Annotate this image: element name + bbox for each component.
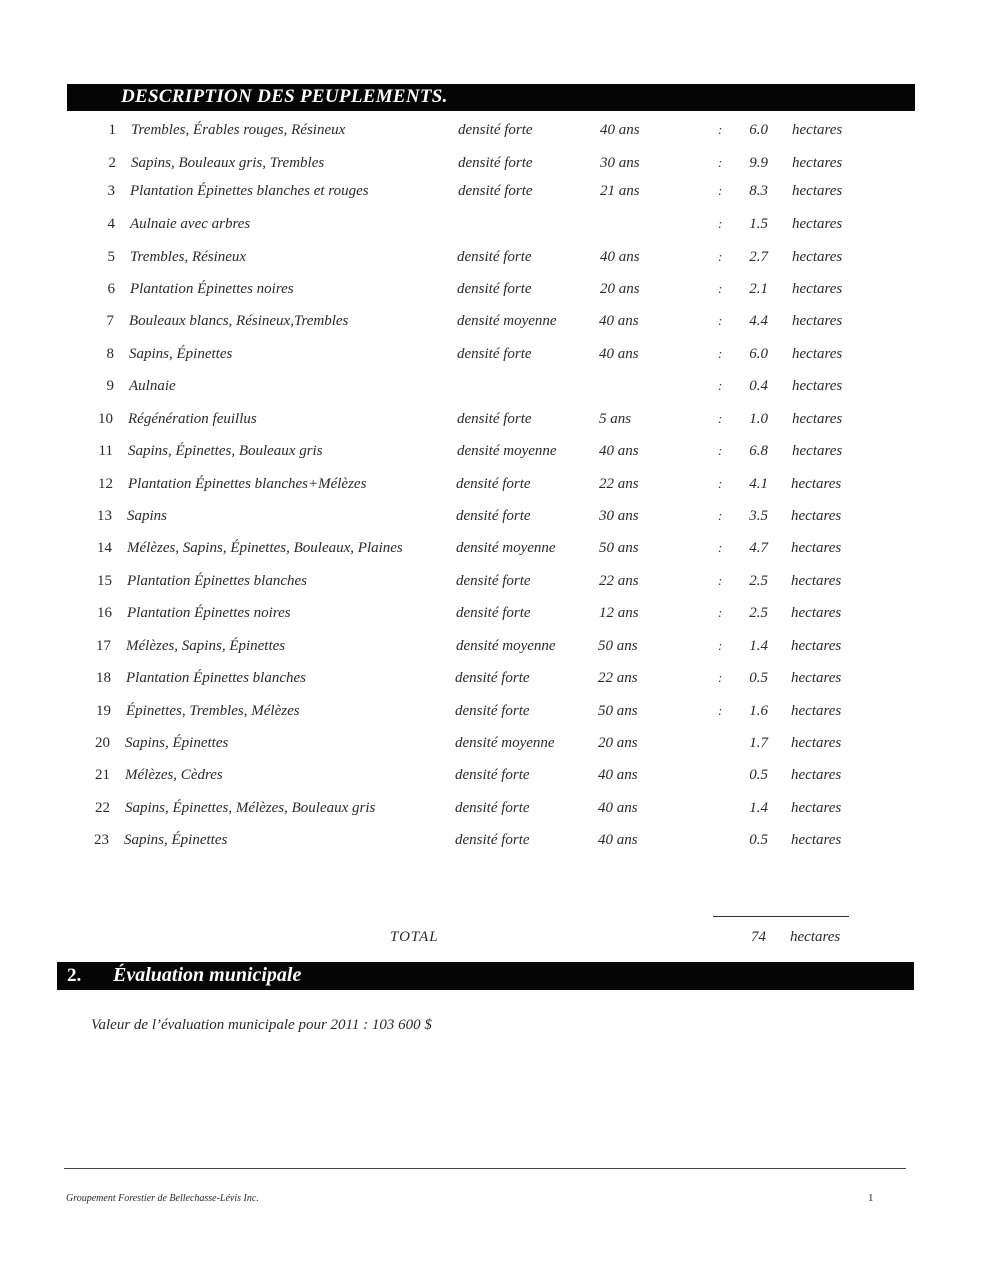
stand-area: 1.4 [749,800,768,816]
stand-area: 2.5 [749,605,768,621]
stand-density: densité forte [455,670,530,686]
stand-density: densité moyenne [456,540,556,556]
stand-area: 1.7 [749,735,768,751]
stand-unit: hectares [791,670,842,686]
table-row [0,703,990,727]
stand-species: Plantation Épinettes blanches+Mélèzes [128,476,367,492]
stand-density: densité forte [457,346,532,362]
stand-age: 40 ans [600,249,640,265]
stand-species: Régénération feuillus [128,411,257,427]
table-row [0,122,990,146]
stand-age: 22 ans [599,573,639,589]
stand-num: 19 [96,703,111,719]
stand-age: 12 ans [599,605,639,621]
stand-area: 0.5 [749,832,768,848]
stand-age: 40 ans [598,767,638,783]
evaluation-text: Valeur de l’évaluation municipale pour 2011 : 103 600 $ [91,1017,432,1033]
stand-num: 3 [107,183,115,199]
stand-species: Plantation Épinettes blanches [126,670,306,686]
total-value: 74 [751,929,766,945]
stand-age: 50 ans [598,703,638,719]
table-row [0,767,990,791]
stand-species: Aulnaie [129,378,176,394]
stand-density: densité forte [457,281,532,297]
stand-area: 0.5 [749,767,768,783]
table-row [0,378,990,402]
table-row [0,670,990,694]
stand-species: Trembles, Résineux [130,249,247,265]
stand-density: densité forte [456,605,531,621]
stand-species: Mélèzes, Cèdres [125,767,223,783]
stand-species: Plantation Épinettes noires [130,281,294,297]
stand-num: 2 [108,155,116,171]
footer-organization: Groupement Forestier de Bellechasse-Lévis Inc. [66,1193,259,1204]
stand-area: 9.9 [749,155,768,171]
stand-age: 40 ans [598,800,638,816]
total-unit: hectares [790,929,841,945]
table-row [0,540,990,564]
stand-num: 22 [95,800,110,816]
table-row [0,155,990,179]
stand-area: 4.7 [749,540,768,556]
stand-density: densité forte [458,122,533,138]
stand-unit: hectares [791,476,842,492]
section-title-evaluation: Évaluation municipale [113,964,302,986]
stand-num: 5 [107,249,115,265]
stand-species: Plantation Épinettes noires [127,605,291,621]
stand-density: densité moyenne [456,638,556,654]
stand-num: 17 [96,638,111,654]
stand-colon: : [718,346,723,361]
stand-num: 16 [97,605,112,621]
stand-unit: hectares [792,411,843,427]
stand-area: 4.4 [749,313,768,329]
stand-num: 7 [106,313,114,329]
stand-age: 40 ans [598,832,638,848]
table-row [0,735,990,759]
stand-species: Bouleaux blancs, Résineux,Trembles [129,313,349,329]
stand-density: densité forte [456,573,531,589]
stand-colon: : [718,540,723,555]
stand-unit: hectares [791,540,842,556]
stand-num: 23 [94,832,109,848]
stand-unit: hectares [791,638,842,654]
stand-species: Épinettes, Trembles, Mélèzes [126,703,300,719]
stand-colon: : [718,313,723,328]
stand-area: 1.0 [749,411,768,427]
stand-num: 8 [106,346,114,362]
stand-colon: : [718,378,723,393]
stand-num: 20 [95,735,110,751]
stand-area: 2.7 [749,249,768,265]
table-row [0,249,990,273]
stand-unit: hectares [792,249,843,265]
stand-age: 30 ans [599,508,639,524]
stand-age: 21 ans [600,183,640,199]
stand-age: 40 ans [599,313,639,329]
table-row [0,411,990,435]
stand-age: 50 ans [599,540,639,556]
stand-colon: : [718,281,723,296]
stand-colon: : [718,605,723,620]
stand-area: 6.0 [749,346,768,362]
stand-area: 3.5 [749,508,768,524]
stand-species: Plantation Épinettes blanches [127,573,307,589]
stand-colon: : [718,411,723,426]
table-row [0,443,990,467]
stand-num: 9 [106,378,114,394]
stand-species: Sapins, Épinettes [124,832,228,848]
table-row [0,183,990,207]
stand-species: Sapins [127,508,168,524]
table-row [0,281,990,305]
stand-area: 1.6 [749,703,768,719]
stand-colon: : [718,122,723,137]
stand-species: Sapins, Épinettes [129,346,233,362]
stand-colon: : [718,573,723,588]
stand-area: 2.1 [749,281,768,297]
total-label: TOTAL [390,929,439,945]
stand-density: densité forte [455,767,530,783]
stand-species: Sapins, Épinettes, Bouleaux gris [128,443,323,459]
stand-area: 6.8 [749,443,768,459]
stand-age: 5 ans [599,411,632,427]
stand-density: densité moyenne [457,313,557,329]
stand-unit: hectares [792,183,843,199]
stand-age: 50 ans [598,638,638,654]
stand-area: 6.0 [749,122,768,138]
table-row [0,800,990,824]
stand-density: densité forte [458,155,533,171]
stand-unit: hectares [791,703,842,719]
stand-num: 14 [97,540,112,556]
stand-species: Mélèzes, Sapins, Épinettes, Bouleaux, Plaines [127,540,403,556]
stand-unit: hectares [791,735,842,751]
stand-area: 0.5 [749,670,768,686]
table-row [0,638,990,662]
stand-density: densité moyenne [457,443,557,459]
stand-num: 21 [95,767,110,783]
stand-species: Sapins, Épinettes [125,735,229,751]
stand-unit: hectares [791,605,842,621]
table-row [0,346,990,370]
stand-unit: hectares [792,313,843,329]
stand-unit: hectares [791,508,842,524]
stand-colon: : [718,476,723,491]
table-row [0,573,990,597]
stand-colon: : [718,508,723,523]
stand-species: Aulnaie avec arbres [130,216,251,232]
stand-colon: : [718,183,723,198]
table-row [0,605,990,629]
stand-age: 22 ans [599,476,639,492]
stand-colon: : [718,638,723,653]
stand-num: 4 [107,216,115,232]
stand-species: Sapins, Épinettes, Mélèzes, Bouleaux gris [125,800,376,816]
stand-density: densité forte [455,800,530,816]
stand-unit: hectares [791,800,842,816]
stand-colon: : [718,249,723,264]
stand-area: 2.5 [749,573,768,589]
stand-unit: hectares [792,281,843,297]
stand-density: densité forte [457,249,532,265]
table-row [0,476,990,500]
stand-age: 22 ans [598,670,638,686]
stand-age: 40 ans [600,122,640,138]
stand-density: densité moyenne [455,735,555,751]
stand-density: densité forte [455,703,530,719]
stand-species: Sapins, Bouleaux gris, Trembles [131,155,325,171]
stand-density: densité forte [456,508,531,524]
stand-unit: hectares [792,216,843,232]
stand-unit: hectares [792,122,843,138]
table-row [0,508,990,532]
table-row [0,832,990,856]
stand-colon: : [718,216,723,231]
section-header-evaluation [57,962,914,990]
stand-age: 30 ans [600,155,640,171]
stand-area: 4.1 [749,476,768,492]
stand-num: 18 [96,670,111,686]
stand-num: 15 [97,573,112,589]
stand-area: 8.3 [749,183,768,199]
stand-num: 13 [97,508,112,524]
table-row [0,216,990,240]
stand-unit: hectares [791,832,842,848]
total-separator-line [713,916,849,917]
stand-unit: hectares [791,767,842,783]
stand-num: 6 [107,281,115,297]
section-header-description [67,84,915,111]
section-number: 2. [67,965,82,986]
stand-species: Trembles, Érables rouges, Résineux [131,122,346,138]
stand-density: densité forte [457,411,532,427]
stand-unit: hectares [792,443,843,459]
stand-age: 20 ans [600,281,640,297]
stand-area: 0.4 [749,378,768,394]
stand-colon: : [718,155,723,170]
section-title-description: DESCRIPTION DES PEUPLEMENTS. [121,86,448,107]
stand-density: densité forte [455,832,530,848]
stand-species: Mélèzes, Sapins, Épinettes [126,638,286,654]
table-row [0,313,990,337]
stand-age: 40 ans [599,443,639,459]
stand-age: 40 ans [599,346,639,362]
stand-density: densité forte [456,476,531,492]
stand-colon: : [718,670,723,685]
stand-species: Plantation Épinettes blanches et rouges [130,183,369,199]
stand-unit: hectares [792,378,843,394]
stand-num: 12 [98,476,113,492]
stand-colon: : [718,703,723,718]
page-number: 1 [868,1192,874,1204]
stand-density: densité forte [458,183,533,199]
stand-age: 20 ans [598,735,638,751]
stand-colon: : [718,443,723,458]
footer-separator-line [64,1168,906,1169]
stand-num: 1 [108,122,116,138]
stand-unit: hectares [791,573,842,589]
stand-num: 10 [98,411,113,427]
stand-unit: hectares [792,346,843,362]
stand-unit: hectares [792,155,843,171]
stand-num: 11 [98,443,113,459]
stand-area: 1.4 [749,638,768,654]
stand-area: 1.5 [749,216,768,232]
